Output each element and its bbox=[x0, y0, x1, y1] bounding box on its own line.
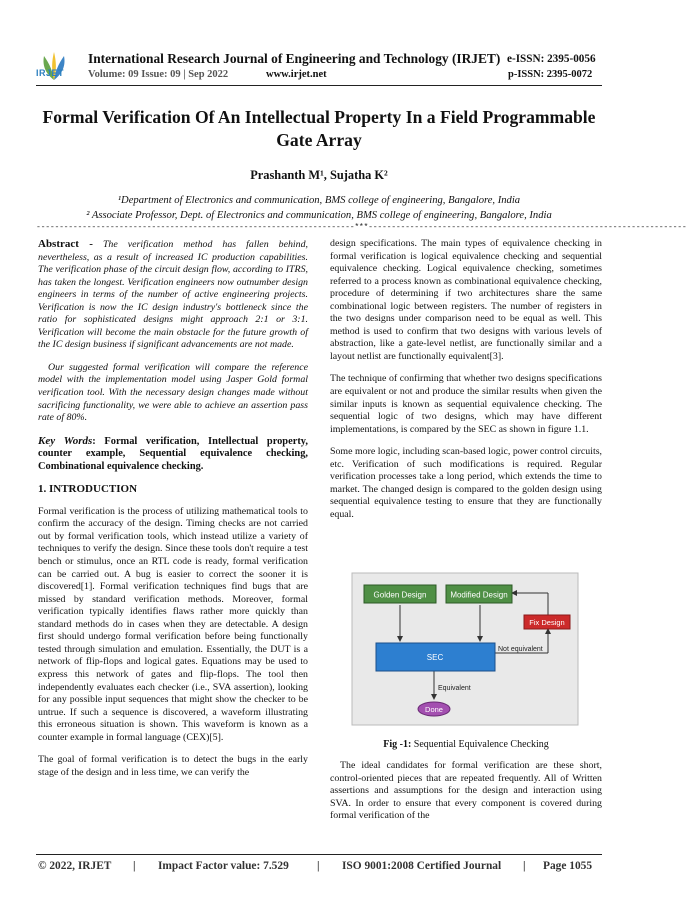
footer-separator-2: | bbox=[317, 860, 320, 872]
footer-separator-3: | bbox=[523, 860, 526, 872]
footer-impact-factor: Impact Factor value: 7.529 bbox=[158, 860, 289, 872]
header-rule bbox=[36, 85, 602, 86]
section-heading-introduction: 1. INTRODUCTION bbox=[38, 483, 138, 496]
golden-design-label: Golden Design bbox=[373, 590, 427, 600]
footer-copyright: © 2022, IRJET bbox=[38, 860, 112, 872]
sec-flow-diagram bbox=[352, 573, 578, 725]
p-issn: p-ISSN: 2395-0072 bbox=[508, 69, 593, 80]
footer-rule bbox=[36, 854, 602, 855]
keywords-label: Key Words bbox=[38, 434, 93, 447]
paper-title: Formal Verification Of An Intellectual Property In a Field Programmable Gate Array bbox=[42, 107, 596, 150]
sec-label: SEC bbox=[426, 653, 444, 662]
abstract-paragraph-1 bbox=[38, 238, 308, 352]
equivalent-label: Equivalent bbox=[438, 685, 471, 692]
modified-design-label: Modified Design bbox=[450, 590, 508, 600]
intro-paragraph-1: Formal verification is the process of utilizing mathematical tools to confirm the accuracy of the design. Timing checks are not carried out by formal verification tools, which instead utilize a variety of techniques to verify the design. Since these tools don't require a test bench or stimulus, once an RTL code is ready, formal verification can be carried out. A bug is easier to correct the sooner it is discovered[1]. Formal verification techniques find bugs that are missed by standard verification methods. Moreover, formal verification typically identifies flaws rather more quickly than standard methods do in cases when they are detectable. A design first should undergo formal verification before being functionally tested through simulation and emulation. Essentially, the DUT is a network of flip-flops and logical gates. Equations may be used to express this network of gates and flip-flops. The tool then independently evaluates each checker (i.e., SVA assertion), looking for any possible input sequences that might show the checker to be untrue. If such a sequence is discovered, a waveform illustrating this erroneous situation is shown. This waveform is known as a counter example in formal language (CEX)[5]. bbox=[38, 505, 308, 743]
left-column bbox=[38, 238, 308, 789]
right-paragraph-3: Some more logic, including scan-based logic, power control circuits, etc. Verification of such modifications is required. Regular verification processes take a long period, which extends the time to market. The changed design is compared to the golden design using sequential equivalence testing to ensure that they are functionally equal. bbox=[330, 446, 602, 520]
done-label: Done bbox=[425, 705, 443, 714]
right-paragraph-4: The ideal candidates for formal verification are these short, control-oriented pieces that are repeated frequently. All of Written assertions and assumptions for the design and interaction using SVA. In order to ensure that every component is covered during formal verification of the bbox=[330, 760, 602, 822]
footer-page-number: Page 1055 bbox=[543, 860, 593, 872]
affiliation-2: ² Associate Professor, Dept. of Electronics and communication, BMS college of engineering, Bangalore, India bbox=[86, 210, 552, 221]
affiliation-1: ¹Department of Electronics and communication, BMS college of engineering, Bangalore, India bbox=[117, 195, 521, 206]
right-column-top bbox=[330, 238, 602, 531]
irjet-logo-icon bbox=[36, 44, 72, 90]
figure-caption-text: Sequential Equivalence Checking bbox=[411, 739, 549, 750]
right-column-bottom bbox=[330, 760, 602, 833]
keywords-text: : Formal verification, Intellectual property, counter example, Sequential equivalence checking, Combinational equivalence checking. bbox=[38, 435, 308, 472]
intro-paragraph-2: The goal of formal verification is to detect the bugs in the early stage of the design and in less time, we can verify the bbox=[38, 754, 308, 778]
abstract-label: Abstract - bbox=[38, 238, 93, 250]
journal-title: International Research Journal of Engineering and Technology (IRJET) bbox=[88, 51, 501, 66]
e-issn: e-ISSN: 2395-0056 bbox=[507, 53, 596, 65]
footer-iso: ISO 9001:2008 Certified Journal bbox=[342, 860, 502, 872]
keywords-paragraph bbox=[38, 435, 308, 474]
right-paragraph-2: The technique of confirming that whether two designs specifications are equivalent or not and produce the similar results when given the similar inputs is known as sequential equivalence checking. The sequential logic of two designs, which may have different implementations, is compared by the SEC as shown in figure 1.1. bbox=[330, 373, 602, 435]
logo-wordmark: IRJET bbox=[36, 68, 65, 78]
not-equivalent-label: Not equivalent bbox=[498, 646, 543, 653]
journal-website-link[interactable]: www.irjet.net bbox=[266, 69, 327, 80]
fix-design-label: Fix Design bbox=[529, 618, 565, 627]
figure-caption bbox=[330, 739, 602, 750]
volume-info: Volume: 09 Issue: 09 | Sep 2022 bbox=[88, 69, 229, 80]
footer-separator-1: | bbox=[133, 860, 136, 872]
right-paragraph-1: design specifications. The main types of equivalence checking in formal verification is logical equivalence checking and sequential equivalence checking. Logical equivalence checking, sometimes referred to a process known as combinational equivalence checking, procedure of determining if two architectures share the same combinational logic between registers. The number of registers in the two designs under comparison need to be equal as well. This method is used to confirm that two designs with various levels of abstraction, like a gate-level netlist, are functionally similar and a layout netlist are functionally equivalent[3]. bbox=[330, 238, 602, 362]
figure-caption-label: Fig -1: bbox=[383, 739, 412, 750]
abstract-paragraph-2: Our suggested formal verification will compare the reference model with the implementation model using Jasper Gold formal verification tool. With the necessary design changes made without sacrificing functionality, we were able to achieve an assertion pass rate of 80%. bbox=[38, 361, 308, 424]
paper-authors: Prashanth M¹, Sujatha K² bbox=[250, 168, 388, 182]
section-divider: ---------------------------------------------------------------------***--------------------------------------------------------------------- bbox=[36, 223, 686, 232]
abstract-text-1: The verification method has fallen behind, nevertheless, as a result of increased IC production capabilities. The verification phase of the circuit design flow, according to ITRS, has taken the longest. Verification engineers now outnumber design engineers in terms of the number of active engineering projects. Verification is now the IC design industry's bottleneck since the ratio for sophisticated designs might approach 2:1 or 3:1. Verification will become the main obstacle for the future growth of the IC design business if significant advancements are not made. bbox=[38, 239, 308, 351]
